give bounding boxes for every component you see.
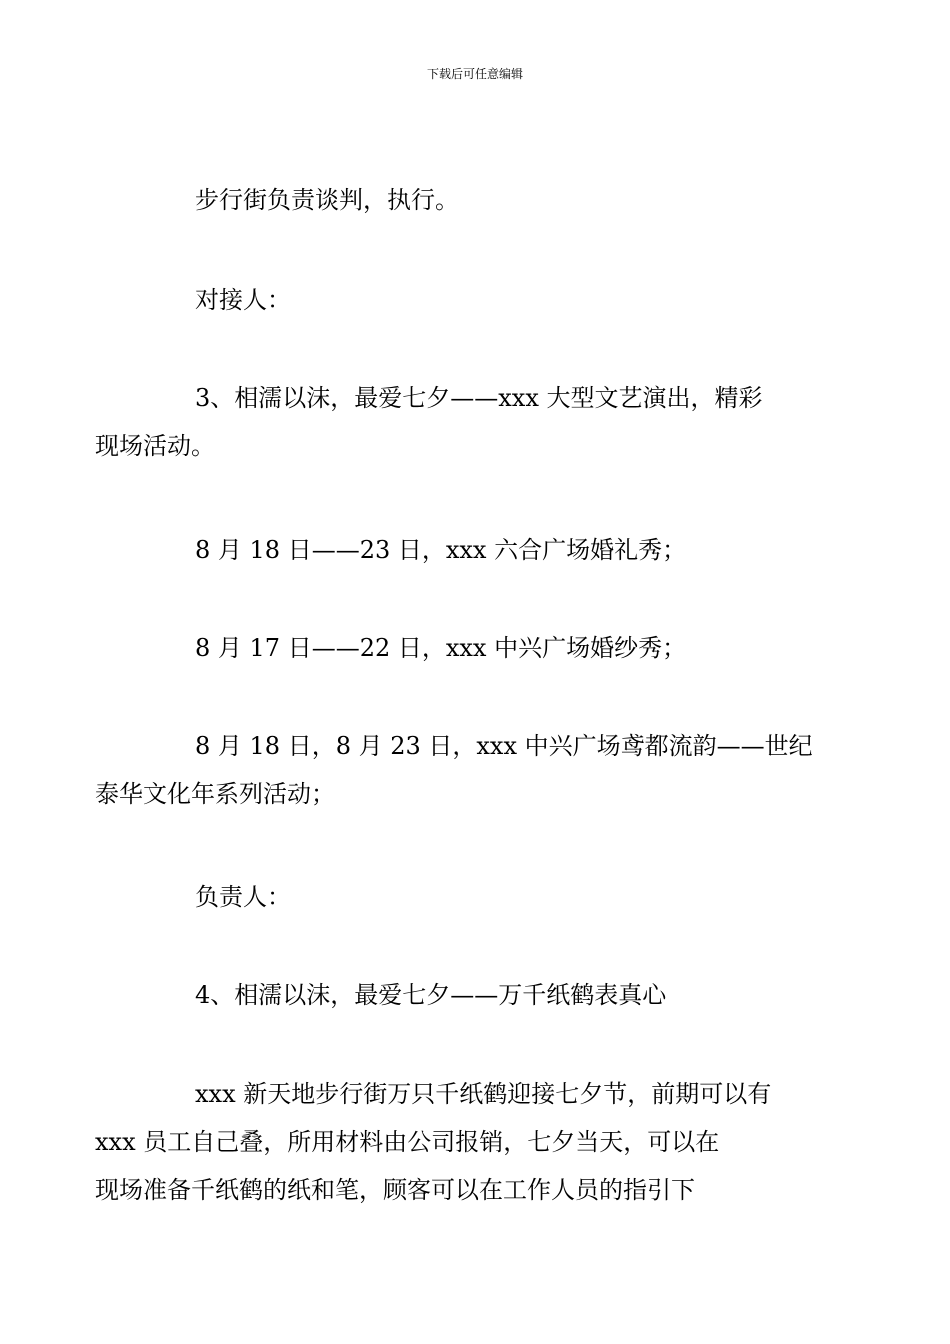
paragraph-line: 对接人：	[195, 286, 291, 314]
paragraph	[95, 374, 805, 470]
paragraph-line: xxx 员工自己叠，所用材料由公司报销，七夕当天，可以在	[95, 1128, 720, 1156]
paragraph	[145, 276, 805, 324]
paragraph-line: 8 月 18 日——23 日，xxx 六合广场婚礼秀；	[195, 536, 687, 564]
paragraph	[95, 1070, 805, 1214]
paragraph-line: 泰华文化年系列活动；	[95, 780, 335, 808]
paragraph-line: xxx 新天地步行街万只千纸鹤迎接七夕节，前期可以有	[195, 1080, 772, 1108]
paragraph	[145, 624, 805, 672]
paragraph	[145, 526, 805, 574]
paragraph-line: 4、相濡以沫，最爱七夕——万千纸鹤表真心	[195, 981, 667, 1009]
paragraph-line: 3、相濡以沫，最爱七夕——xxx 大型文艺演出，精彩	[195, 384, 763, 412]
page-header: 下载后可任意编辑	[426, 67, 523, 81]
paragraph-line: 8 月 17 日——22 日，xxx 中兴广场婚纱秀；	[195, 634, 687, 662]
paragraph-line: 现场准备千纸鹤的纸和笔，顾客可以在工作人员的指引下	[95, 1176, 695, 1204]
paragraph-line: 步行街负责谈判，执行。	[195, 186, 459, 214]
paragraph	[145, 971, 805, 1019]
paragraph	[145, 176, 805, 224]
paragraph-line: 现场活动。	[95, 432, 215, 460]
paragraph	[95, 722, 813, 818]
paragraph-line: 8 月 18 日，8 月 23 日，xxx 中兴广场鸢都流韵——世纪	[195, 732, 813, 760]
paragraph-line: 负责人：	[195, 883, 291, 911]
paragraph	[145, 873, 805, 921]
